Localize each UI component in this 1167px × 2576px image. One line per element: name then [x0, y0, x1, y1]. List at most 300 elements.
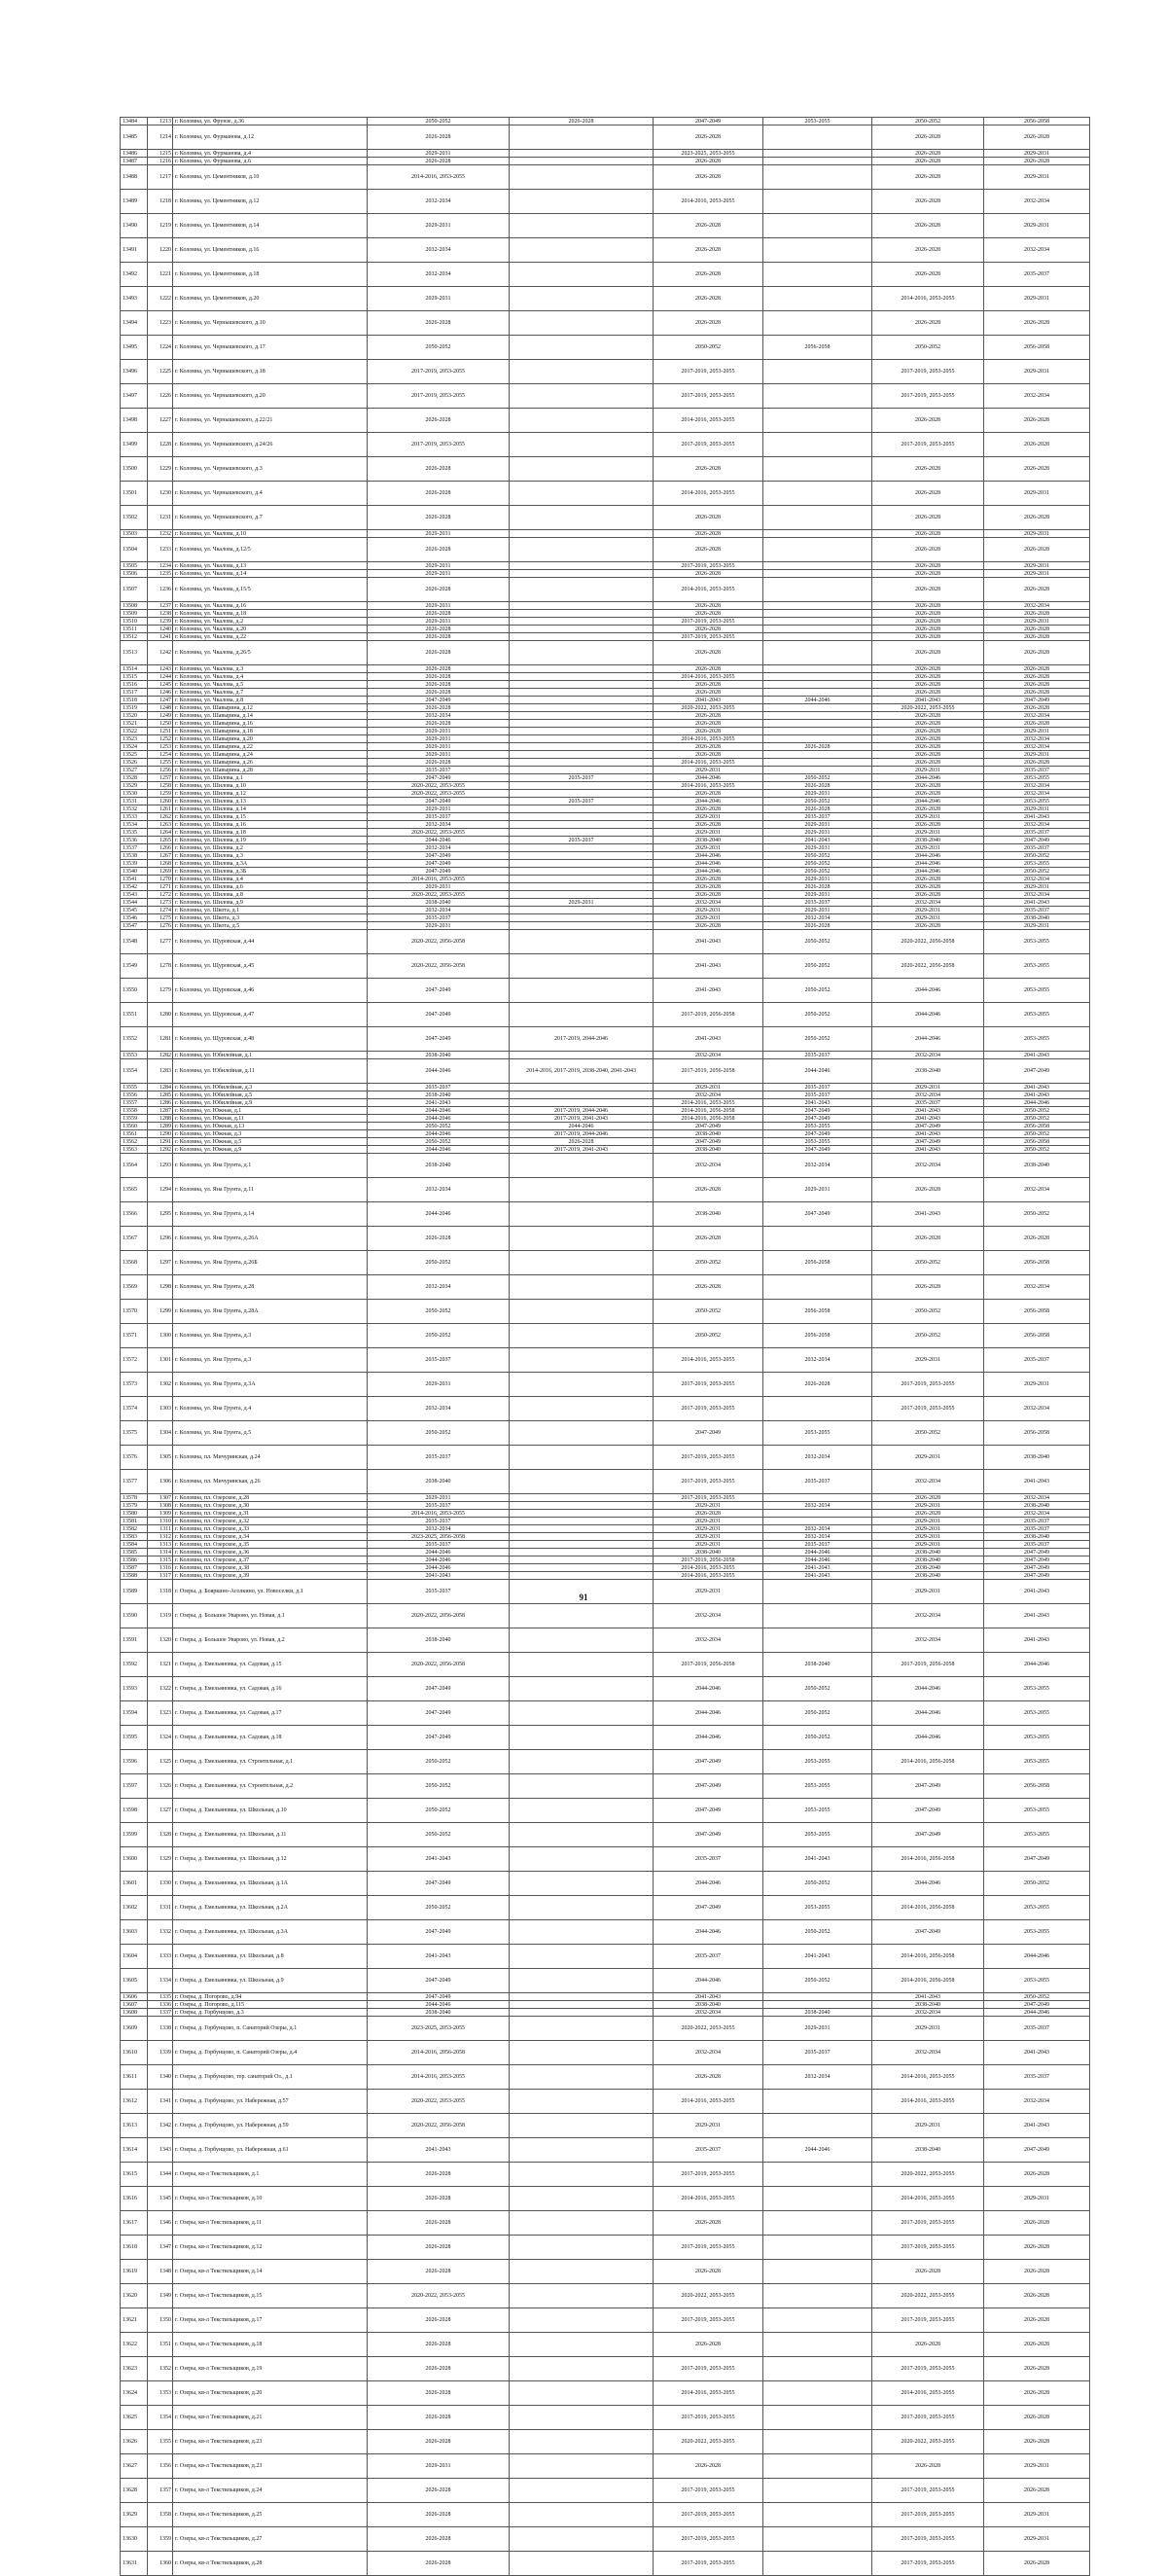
- cell-period-4: [763, 767, 872, 774]
- cell-period-6: 2038-2040: [984, 1446, 1090, 1470]
- cell-row-number: 1343: [148, 2138, 173, 2163]
- cell-address: г. Коломна, ул. Шилова, д.1: [173, 774, 368, 782]
- cell-period-2: [510, 876, 654, 883]
- cell-period-4: [763, 2479, 872, 2503]
- cell-period-4: 2050-2052: [763, 954, 872, 979]
- cell-period-4: 2038-2040: [763, 2009, 872, 2017]
- cell-period-3: 2026-2028: [654, 165, 763, 190]
- cell-row-id: 13553: [121, 1052, 148, 1059]
- cell-period-3: 2014-2016, 2053-2055: [654, 2090, 763, 2114]
- cell-period-1: 2032-2034: [368, 1275, 510, 1300]
- cell-row-number: 1360: [148, 2552, 173, 2576]
- table-row: [121, 1146, 1090, 1154]
- cell-period-5: 2026-2028: [872, 665, 984, 673]
- cell-address: г. Коломна, ул. Яна Грунта, д.11: [173, 1178, 368, 1202]
- cell-period-2: [510, 805, 654, 813]
- cell-row-number: 1252: [148, 735, 173, 743]
- cell-period-2: [510, 1823, 654, 1847]
- cell-row-number: 1351: [148, 2333, 173, 2357]
- cell-period-2: [510, 2114, 654, 2138]
- table-row: [121, 759, 1090, 767]
- cell-period-2: [510, 2552, 654, 2576]
- cell-period-4: 2044-2046: [763, 1556, 872, 1564]
- cell-period-4: 2041-2043: [763, 1847, 872, 1872]
- cell-period-3: 2026-2028: [654, 883, 763, 891]
- cell-row-number: 1269: [148, 868, 173, 876]
- cell-period-6: 2029-2031: [984, 150, 1090, 158]
- table-row: [121, 1604, 1090, 1628]
- table-row: [121, 922, 1090, 930]
- cell-period-6: 2026-2028: [984, 610, 1090, 618]
- cell-period-2: [510, 409, 654, 433]
- cell-period-4: 2053-2055: [763, 1138, 872, 1146]
- cell-row-id: 13585: [121, 1549, 148, 1556]
- cell-period-6: 2038-2040: [984, 1533, 1090, 1541]
- cell-period-6: 2050-2052: [984, 868, 1090, 876]
- cell-row-id: 13560: [121, 1123, 148, 1130]
- table-row: [121, 2454, 1090, 2479]
- cell-period-6: 2026-2028: [984, 2308, 1090, 2333]
- cell-period-2: [510, 562, 654, 570]
- cell-period-1: 2026-2028: [368, 2527, 510, 2552]
- table-row: [121, 482, 1090, 506]
- cell-period-2: [510, 1324, 654, 1348]
- cell-row-id: 13494: [121, 311, 148, 336]
- cell-period-6: 2032-2034: [984, 1494, 1090, 1502]
- cell-period-6: 2026-2028: [984, 665, 1090, 673]
- cell-row-id: 13620: [121, 2284, 148, 2308]
- cell-address: г. Коломна, пл. Озерское, д.32: [173, 1518, 368, 1525]
- cell-row-id: 13525: [121, 751, 148, 759]
- table-row: [121, 2114, 1090, 2138]
- table-row: [121, 125, 1090, 150]
- cell-row-number: 1263: [148, 821, 173, 829]
- cell-row-number: 1316: [148, 1564, 173, 1572]
- cell-period-1: 2050-2052: [368, 1774, 510, 1799]
- cell-address: г. Озеры, кв-л Текстильщиков, д.23: [173, 2430, 368, 2454]
- cell-row-id: 13616: [121, 2187, 148, 2211]
- cell-row-number: 1284: [148, 1084, 173, 1091]
- cell-row-id: 13517: [121, 689, 148, 697]
- cell-period-3: 2017-2019, 2053-2055: [654, 562, 763, 570]
- cell-period-5: 2017-2019, 2053-2055: [872, 2527, 984, 2552]
- cell-period-6: 2038-2040: [984, 914, 1090, 922]
- cell-period-5: 2026-2028: [872, 506, 984, 530]
- cell-row-number: 1297: [148, 1251, 173, 1275]
- cell-period-6: 2026-2028: [984, 433, 1090, 457]
- table-row: [121, 578, 1090, 602]
- cell-period-1: 2026-2028: [368, 2552, 510, 2576]
- table-row: [121, 979, 1090, 1003]
- cell-row-number: 1321: [148, 1653, 173, 1677]
- cell-row-id: 13537: [121, 844, 148, 852]
- table-row: [121, 805, 1090, 813]
- cell-period-6: 2026-2028: [984, 2211, 1090, 2236]
- cell-period-3: 2017-2019, 2053-2055: [654, 2503, 763, 2527]
- cell-row-number: 1264: [148, 829, 173, 837]
- cell-period-4: [763, 602, 872, 610]
- cell-period-6: 2056-2058: [984, 1138, 1090, 1146]
- cell-period-3: 2032-2034: [654, 2041, 763, 2065]
- cell-period-6: 2029-2031: [984, 751, 1090, 759]
- cell-period-3: 2017-2019, 2053-2055: [654, 1446, 763, 1470]
- cell-period-4: [763, 190, 872, 214]
- cell-period-1: 2029-2031: [368, 570, 510, 578]
- table-row: [121, 1677, 1090, 1701]
- cell-period-2: [510, 1154, 654, 1178]
- cell-period-1: 2026-2028: [368, 641, 510, 665]
- cell-period-1: 2047-2049: [368, 1920, 510, 1945]
- cell-period-5: 2014-2016, 2053-2055: [872, 2187, 984, 2211]
- cell-period-1: 2035-2037: [368, 1446, 510, 1470]
- cell-period-1: 2035-2037: [368, 1084, 510, 1091]
- cell-address: г. Коломна, ул. Чернышевского, д.7: [173, 506, 368, 530]
- cell-period-2: [510, 2009, 654, 2017]
- cell-period-5: 2017-2019, 2056-2058: [872, 1653, 984, 1677]
- cell-period-4: 2041-2043: [763, 837, 872, 844]
- cell-row-number: 1330: [148, 1872, 173, 1896]
- cell-row-id: 13543: [121, 891, 148, 899]
- table-row: [121, 1494, 1090, 1502]
- cell-period-2: [510, 689, 654, 697]
- table-row: [121, 626, 1090, 633]
- cell-row-id: 13532: [121, 805, 148, 813]
- cell-period-4: 2029-2031: [763, 2017, 872, 2041]
- table-row: [121, 1470, 1090, 1494]
- cell-address: г. Коломна, ул. Шилова, д.2: [173, 844, 368, 852]
- cell-period-2: [510, 238, 654, 263]
- cell-period-3: 2026-2028: [654, 665, 763, 673]
- cell-row-id: 13623: [121, 2357, 148, 2381]
- cell-row-number: 1266: [148, 844, 173, 852]
- cell-row-number: 1342: [148, 2114, 173, 2138]
- cell-period-2: [510, 433, 654, 457]
- cell-period-3: 2047-2049: [654, 1774, 763, 1799]
- cell-period-6: 2053-2055: [984, 1920, 1090, 1945]
- cell-period-4: 2050-2052: [763, 798, 872, 805]
- cell-period-2: 2035-2037: [510, 774, 654, 782]
- cell-address: г. Озеры, кв-л Текстильщиков, д.28: [173, 2552, 368, 2576]
- cell-period-3: 2014-2016, 2053-2055: [654, 735, 763, 743]
- cell-period-5: 2026-2028: [872, 165, 984, 190]
- table-body: [121, 118, 1090, 2576]
- cell-period-5: 2026-2028: [872, 125, 984, 150]
- cell-period-1: 2050-2052: [368, 1324, 510, 1348]
- cell-row-number: 1224: [148, 336, 173, 360]
- cell-period-5: 2026-2028: [872, 538, 984, 562]
- cell-period-6: 2026-2028: [984, 457, 1090, 482]
- table-row: [121, 891, 1090, 899]
- cell-period-3: 2035-2037: [654, 2138, 763, 2163]
- table-row: [121, 1202, 1090, 1227]
- cell-period-4: 2050-2052: [763, 979, 872, 1003]
- cell-period-3: 2035-2037: [654, 1847, 763, 1872]
- cell-period-5: 2038-2040: [872, 2001, 984, 2009]
- cell-address: г. Коломна, ул. Шилова, д.12: [173, 790, 368, 798]
- cell-row-number: 1329: [148, 1847, 173, 1872]
- cell-period-2: [510, 1556, 654, 1564]
- cell-row-number: 1257: [148, 774, 173, 782]
- cell-period-1: 2026-2028: [368, 626, 510, 633]
- cell-period-1: 2020-2022, 2053-2055: [368, 829, 510, 837]
- cell-period-2: 2017-2019, 2041-2043: [510, 1146, 654, 1154]
- cell-row-id: 13595: [121, 1726, 148, 1750]
- cell-period-3: 2026-2028: [654, 538, 763, 562]
- cell-period-5: 2029-2031: [872, 1541, 984, 1549]
- cell-period-3: 2026-2028: [654, 2211, 763, 2236]
- cell-period-5: 2026-2028: [872, 610, 984, 618]
- cell-period-1: 2032-2034: [368, 263, 510, 287]
- cell-address: г. Коломна, ул. Шилова, д.6: [173, 883, 368, 891]
- cell-period-3: 2017-2019, 2053-2055: [654, 633, 763, 641]
- cell-period-3: 2014-2016, 2053-2055: [654, 482, 763, 506]
- cell-period-6: 2053-2055: [984, 1701, 1090, 1726]
- cell-row-number: 1225: [148, 360, 173, 384]
- cell-period-2: [510, 1470, 654, 1494]
- table-row: [121, 165, 1090, 190]
- cell-period-5: 2029-2031: [872, 1348, 984, 1373]
- cell-period-6: 2032-2034: [984, 876, 1090, 883]
- table-row: [121, 1872, 1090, 1896]
- cell-period-1: 2026-2028: [368, 125, 510, 150]
- cell-address: г. Коломна, пл. Озерское, д.38: [173, 1564, 368, 1572]
- cell-period-2: [510, 697, 654, 704]
- cell-period-1: 2050-2052: [368, 1138, 510, 1146]
- cell-address: г. Коломна, ул. Шавырина, д.28: [173, 767, 368, 774]
- table-row: [121, 118, 1090, 125]
- cell-period-2: [510, 1084, 654, 1091]
- cell-address: г. Коломна, ул. Юбилейная, д.9: [173, 1099, 368, 1107]
- cell-address: г. Коломна, ул. Чкалова, д.20: [173, 626, 368, 633]
- cell-period-3: 2047-2049: [654, 1896, 763, 1920]
- cell-period-2: [510, 712, 654, 720]
- cell-period-4: 2056-2058: [763, 1251, 872, 1275]
- cell-period-1: 2044-2046: [368, 1564, 510, 1572]
- cell-period-5: 2029-2031: [872, 1084, 984, 1091]
- cell-period-3: 2044-2046: [654, 1920, 763, 1945]
- cell-row-id: 13599: [121, 1823, 148, 1847]
- cell-period-3: 2014-2016, 2053-2055: [654, 578, 763, 602]
- cell-period-1: 2047-2049: [368, 1726, 510, 1750]
- cell-row-id: 13555: [121, 1084, 148, 1091]
- cell-row-id: 13609: [121, 2017, 148, 2041]
- cell-period-6: 2029-2031: [984, 2503, 1090, 2527]
- table-row: [121, 704, 1090, 712]
- cell-period-2: [510, 891, 654, 899]
- cell-period-2: [510, 190, 654, 214]
- cell-address: г. Озеры, кв-л Текстильщиков, д.14: [173, 2260, 368, 2284]
- cell-address: г. Озеры, д. Емельяновка, ул. Садовая, д.18: [173, 1726, 368, 1750]
- cell-row-id: 13579: [121, 1502, 148, 1510]
- cell-address: г. Озеры, кв-л Текстильщиков, д.18: [173, 2333, 368, 2357]
- cell-row-number: 1287: [148, 1107, 173, 1115]
- cell-row-number: 1258: [148, 782, 173, 790]
- cell-period-5: 2044-2046: [872, 1726, 984, 1750]
- cell-period-1: 2029-2031: [368, 287, 510, 311]
- cell-row-id: 13584: [121, 1541, 148, 1549]
- cell-period-2: [510, 673, 654, 681]
- cell-period-6: 2026-2028: [984, 409, 1090, 433]
- cell-row-number: 1308: [148, 1502, 173, 1510]
- cell-period-1: 2044-2046: [368, 1130, 510, 1138]
- cell-row-id: 13522: [121, 728, 148, 735]
- cell-row-id: 13587: [121, 1564, 148, 1572]
- cell-period-1: 2047-2049: [368, 868, 510, 876]
- cell-period-6: 2029-2031: [984, 618, 1090, 626]
- cell-period-1: 2029-2031: [368, 728, 510, 735]
- cell-period-4: [763, 287, 872, 311]
- cell-row-id: 13567: [121, 1227, 148, 1251]
- cell-row-id: 13508: [121, 602, 148, 610]
- cell-period-2: [510, 813, 654, 821]
- cell-period-1: 2014-2016, 2053-2055: [368, 1510, 510, 1518]
- cell-period-6: 2032-2034: [984, 190, 1090, 214]
- cell-period-1: 2050-2052: [368, 1123, 510, 1130]
- cell-period-2: 2017-2019, 2044-2046: [510, 1027, 654, 1052]
- cell-row-number: 1261: [148, 805, 173, 813]
- cell-row-number: 1340: [148, 2065, 173, 2090]
- cell-row-id: 13502: [121, 506, 148, 530]
- cell-period-5: 2029-2031: [872, 813, 984, 821]
- cell-period-2: [510, 1227, 654, 1251]
- cell-row-id: 13550: [121, 979, 148, 1003]
- cell-period-4: 2047-2049: [763, 1130, 872, 1138]
- cell-period-6: 2032-2034: [984, 743, 1090, 751]
- cell-address: г. Коломна, ул. Чернышевского, д.17: [173, 336, 368, 360]
- cell-period-1: 2032-2034: [368, 907, 510, 914]
- cell-period-3: 2038-2040: [654, 2001, 763, 2009]
- cell-period-5: 2050-2052: [872, 1421, 984, 1446]
- cell-address: г. Коломна, ул. Фрунзе, д.36: [173, 118, 368, 125]
- cell-row-id: 13534: [121, 821, 148, 829]
- cell-row-number: 1270: [148, 876, 173, 883]
- cell-period-4: [763, 263, 872, 287]
- cell-address: г. Коломна, ул. Шилова, д.3А: [173, 860, 368, 868]
- table-row: [121, 837, 1090, 844]
- cell-period-6: 2035-2037: [984, 1525, 1090, 1533]
- cell-period-2: [510, 868, 654, 876]
- cell-address: г. Коломна, ул. Фурманова, д.12: [173, 125, 368, 150]
- cell-period-4: [763, 158, 872, 165]
- cell-period-6: 2032-2034: [984, 1275, 1090, 1300]
- cell-period-4: [763, 673, 872, 681]
- cell-period-4: [763, 641, 872, 665]
- cell-address: г. Озеры, д. Емельяновка, ул. Школьная, д.3А: [173, 1920, 368, 1945]
- repair-schedule-table: [120, 117, 1090, 2576]
- cell-period-2: 2029-2031: [510, 899, 654, 907]
- cell-period-1: 2014-2016, 2053-2055: [368, 2065, 510, 2090]
- table-row: [121, 1107, 1090, 1115]
- cell-period-4: [763, 409, 872, 433]
- cell-period-1: 2026-2028: [368, 665, 510, 673]
- cell-row-number: 1324: [148, 1726, 173, 1750]
- table-row: [121, 1084, 1090, 1091]
- cell-row-id: 13559: [121, 1115, 148, 1123]
- table-row: [121, 860, 1090, 868]
- cell-row-number: 1285: [148, 1091, 173, 1099]
- cell-row-id: 13496: [121, 360, 148, 384]
- cell-address: г. Коломна, ул. Яна Грунта, д.5: [173, 1421, 368, 1446]
- cell-period-4: [763, 482, 872, 506]
- cell-period-1: 2050-2052: [368, 1799, 510, 1823]
- cell-address: г. Коломна, ул. Чкалова, д.3: [173, 665, 368, 673]
- cell-period-3: 2029-2031: [654, 844, 763, 852]
- cell-address: г. Коломна, ул. Чкалова, д.12/5: [173, 538, 368, 562]
- cell-period-2: [510, 1446, 654, 1470]
- cell-period-6: 2047-2049: [984, 1059, 1090, 1084]
- cell-row-id: 13554: [121, 1059, 148, 1084]
- cell-address: г. Озеры, д. Погорово, д.94: [173, 1993, 368, 2001]
- cell-period-1: 2026-2028: [368, 2479, 510, 2503]
- cell-row-number: 1358: [148, 2503, 173, 2527]
- table-row: [121, 907, 1090, 914]
- cell-period-5: 2029-2031: [872, 1533, 984, 1541]
- cell-row-id: 13520: [121, 712, 148, 720]
- cell-address: г. Коломна, ул. Чернышевского, д.3: [173, 457, 368, 482]
- cell-row-number: 1253: [148, 743, 173, 751]
- cell-period-2: [510, 150, 654, 158]
- cell-address: г. Озеры, д. Емельяновка, ул. Садовая, д.16: [173, 1677, 368, 1701]
- cell-row-id: 13603: [121, 1920, 148, 1945]
- cell-row-number: 1275: [148, 914, 173, 922]
- table-row: [121, 1421, 1090, 1446]
- cell-period-5: 2017-2019, 2053-2055: [872, 2211, 984, 2236]
- cell-period-4: [763, 2333, 872, 2357]
- cell-period-3: 2017-2019, 2053-2055: [654, 2479, 763, 2503]
- cell-period-5: 2026-2028: [872, 530, 984, 538]
- cell-period-5: 2029-2031: [872, 907, 984, 914]
- cell-period-6: 2032-2034: [984, 712, 1090, 720]
- cell-period-4: 2053-2055: [763, 1823, 872, 1847]
- cell-period-4: 2032-2034: [763, 1525, 872, 1533]
- cell-period-6: 2047-2049: [984, 1549, 1090, 1556]
- cell-period-6: 2041-2043: [984, 1604, 1090, 1628]
- cell-period-2: [510, 1701, 654, 1726]
- cell-period-4: 2050-2052: [763, 1920, 872, 1945]
- cell-period-6: 2047-2049: [984, 1847, 1090, 1872]
- cell-period-4: 2026-2028: [763, 922, 872, 930]
- cell-row-id: 13614: [121, 2138, 148, 2163]
- cell-row-id: 13506: [121, 570, 148, 578]
- table-row: [121, 1227, 1090, 1251]
- cell-period-1: 2026-2028: [368, 457, 510, 482]
- cell-period-1: 2026-2028: [368, 633, 510, 641]
- cell-period-4: [763, 562, 872, 570]
- cell-period-1: 2050-2052: [368, 336, 510, 360]
- cell-address: г. Коломна, ул. Чкалова, д.18: [173, 610, 368, 618]
- cell-period-6: 2032-2034: [984, 1510, 1090, 1518]
- cell-period-5: 2026-2028: [872, 214, 984, 238]
- cell-period-5: 2026-2028: [872, 578, 984, 602]
- table-row: [121, 1397, 1090, 1421]
- cell-period-6: 2047-2049: [984, 2138, 1090, 2163]
- cell-period-1: 2047-2049: [368, 979, 510, 1003]
- table-row: [121, 743, 1090, 751]
- cell-period-4: [763, 2114, 872, 2138]
- cell-period-3: 2032-2034: [654, 1154, 763, 1178]
- cell-period-5: 2026-2028: [872, 735, 984, 743]
- cell-period-2: 2017-2019, 2044-2046: [510, 1130, 654, 1138]
- cell-period-3: 2026-2028: [654, 821, 763, 829]
- cell-period-6: 2053-2055: [984, 774, 1090, 782]
- cell-period-5: 2020-2022, 2056-2058: [872, 954, 984, 979]
- cell-period-6: 2026-2028: [984, 2479, 1090, 2503]
- table-row: [121, 433, 1090, 457]
- cell-address: г. Озеры, кв-л Текстильщиков, д.17: [173, 2308, 368, 2333]
- cell-period-4: 2044-2046: [763, 1059, 872, 1084]
- cell-period-1: 2044-2046: [368, 1059, 510, 1084]
- cell-row-id: 13497: [121, 384, 148, 409]
